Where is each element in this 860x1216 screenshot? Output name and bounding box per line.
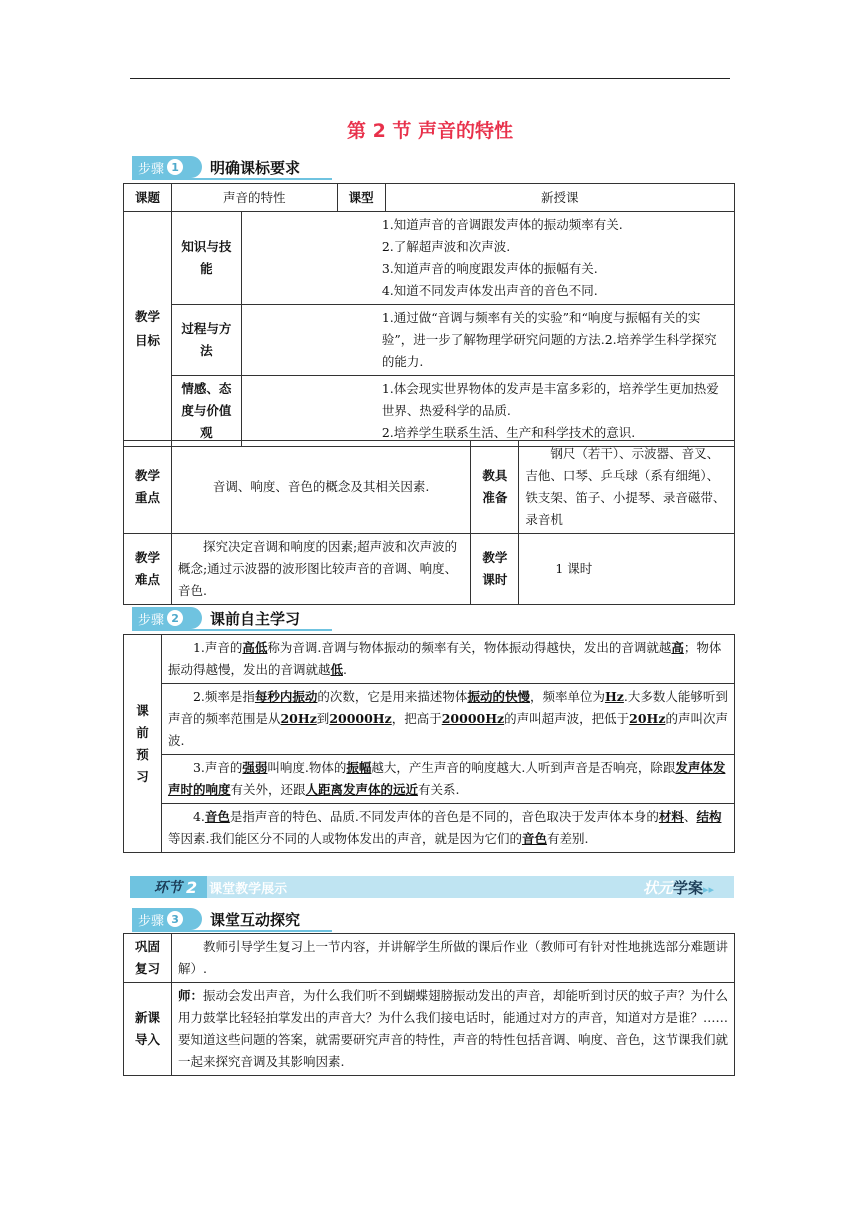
preview-item-2: 2.频率是指每秒内振动的次数，它是用来描述物体振动的快慢，频率单位为Hz.大多数人能够听到声音的频率范围是从20Hz到20000Hz，把高于20000Hz的声叫超声波，把低于20Hz的声叫次声波. — [161, 684, 734, 755]
step3-title: 课堂互动探究 — [210, 910, 301, 929]
type-label: 课型 — [337, 184, 385, 212]
emotion-label: 情感、态度与价值观 — [171, 376, 241, 447]
banner-segment: 环节 2 — [130, 876, 207, 898]
hours-label: 教学课时 — [471, 534, 519, 605]
tools-value: 钢尺（若干）、示波器、音叉、吉他、口琴、乒乓球（系有细绳）、铁支架、笛子、小提琴、录音磁带、录音机 — [519, 441, 735, 534]
tools-label: 教具准备 — [471, 441, 519, 534]
step2-badge: 步骤 2 — [132, 607, 202, 629]
step2-header — [132, 607, 300, 629]
preview-item-3: 3.声音的强弱叫响度.物体的振幅越大，产生声音的响度越大.人听到声音是否响亮，除跟发声体发声时的响度有关外，还跟人距离发声体的远近有关系. — [161, 755, 734, 804]
topic-value: 声音的特性 — [171, 184, 337, 212]
topic-label: 课题 — [124, 184, 172, 212]
step1-title: 明确课标要求 — [210, 158, 301, 177]
preview-table — [123, 634, 735, 853]
knowledge-list: 1.知道声音的音调跟发声体的振动频率有关. 2.了解超声波和次声波. 3.知道声音的响度跟发声体的振幅有关. 4.知道不同发声体发出声音的音色不同. — [241, 212, 734, 305]
interaction-table — [123, 933, 735, 1076]
review-label: 巩固复习 — [124, 934, 172, 983]
review-text: 教师引导学生复习上一节内容，并讲解学生所做的课后作业（教师可有针对性地挑选部分难题讲解）. — [171, 934, 734, 983]
step1-header — [132, 156, 300, 178]
key-value: 音调、响度、音色的概念及其相关因素. — [171, 441, 470, 534]
process-label: 过程与方法 — [171, 305, 241, 376]
emotion-list: 1.体会现实世界物体的发声是丰富多彩的，培养学生更加热爱世界、热爱科学的品质. 2.培养学生联系生活、生产和科学技术的意识. — [241, 376, 734, 447]
goal-label: 教学目标 — [124, 212, 172, 447]
preview-label: 课前预习 — [124, 635, 162, 853]
key-label: 教学重点 — [124, 441, 172, 534]
banner-brand: 状元学案▸▸ — [642, 878, 714, 897]
process-text: 1.通过做“音调与频率有关的实验”和“响度与振幅有关的实验”，进一步了解物理学研究问题的方法.2.培养学生科学探究的能力. — [241, 305, 734, 376]
step1-badge: 步骤 1 — [132, 156, 202, 178]
step3-badge: 步骤 3 — [132, 908, 202, 930]
banner-text: 课堂教学展示 — [209, 881, 288, 897]
page-title: 第 2 节 声音的特性 — [346, 120, 514, 142]
preview-item-1: 1.声音的高低称为音调.音调与物体振动的频率有关，物体振动得越快，发出的音调就越高；物体振动得越慢，发出的音调就越低. — [161, 635, 734, 684]
preview-item-4: 4.音色是指声音的特色、品质.不同发声体的音色是不同的，音色取决于发声体本身的材料、结构等因素.我们能区分不同的人或物体发出的声音，就是因为它们的音色有差别. — [161, 804, 734, 853]
lesson-info-table — [123, 183, 735, 447]
type-value: 新授课 — [385, 184, 734, 212]
lesson-detail-table — [123, 440, 735, 605]
knowledge-label: 知识与技能 — [171, 212, 241, 305]
intro-label: 新课导入 — [124, 983, 172, 1076]
step3-header — [132, 908, 300, 930]
difficulty-label: 教学难点 — [124, 534, 172, 605]
step2-title: 课前自主学习 — [210, 609, 301, 628]
intro-text: 师：振动会发出声音，为什么我们听不到蝴蝶翅膀振动发出的声音，却能听到讨厌的蚊子声？为什么用力鼓掌比轻轻拍掌发出的声音大？为什么我们接电话时，能通过对方的声音，知道对方是谁？……要知道这些问题的答案，就需要研究声音的特性，声音的特性包括音调、响度、音色，这节课我们就一起来探究音调及其影响因素. — [171, 983, 734, 1076]
difficulty-value: 探究决定音调和响度的因素;超声波和次声波的概念;通过示波器的波形图比较声音的音调、响度、音色. — [171, 534, 470, 605]
section-banner — [130, 876, 734, 898]
header-rule — [130, 78, 730, 79]
hours-value: 1 课时 — [519, 534, 735, 605]
